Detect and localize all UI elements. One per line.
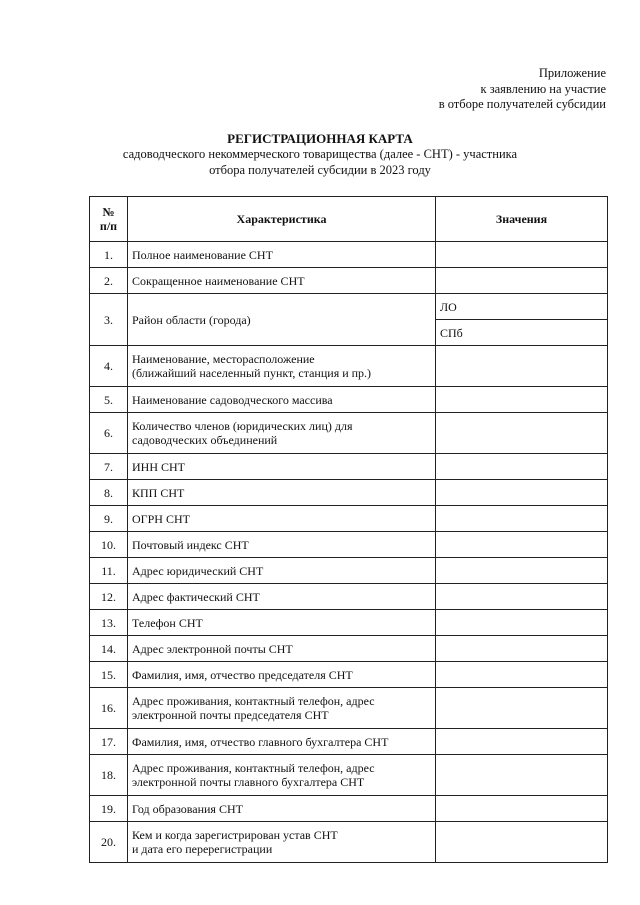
row-characteristic: Фамилия, имя, отчество главного бухгалтера СНТ	[128, 729, 436, 755]
table-row	[90, 755, 608, 796]
row-characteristic: Район области (города)	[128, 294, 436, 346]
row-characteristic: Адрес фактический СНТ	[128, 584, 436, 610]
table-row	[90, 729, 608, 755]
row-num: 15.	[90, 662, 128, 688]
row-value-cell[interactable]	[436, 729, 608, 755]
table-row	[90, 610, 608, 636]
row-text-line: (ближайший населенный пункт, станция и пр.)	[132, 366, 372, 380]
row-num: 17.	[90, 729, 128, 755]
row-num: 13.	[90, 610, 128, 636]
row-characteristic: ОГРН СНТ	[128, 506, 436, 532]
row-num: 6.	[90, 413, 128, 454]
row-characteristic: Полное наименование СНТ	[128, 242, 436, 268]
row-text-line: Наименование, месторасположение	[132, 352, 315, 366]
header-num	[90, 197, 128, 242]
row-text-line: Количество членов (юридических лиц) для	[132, 419, 353, 433]
table-row	[90, 584, 608, 610]
row-value-cell[interactable]	[436, 822, 608, 863]
row-characteristic: Телефон СНТ	[128, 610, 436, 636]
row-num: 11.	[90, 558, 128, 584]
document-title: РЕГИСТРАЦИОННАЯ КАРТА	[227, 131, 413, 146]
row-value-cell[interactable]	[436, 454, 608, 480]
row-text-line: Адрес проживания, контактный телефон, адрес	[132, 694, 375, 708]
row-characteristic	[128, 822, 436, 863]
row-characteristic: Фамилия, имя, отчество председателя СНТ	[128, 662, 436, 688]
table-row	[90, 294, 608, 320]
row-num: 3.	[90, 294, 128, 346]
row-num: 18.	[90, 755, 128, 796]
row-num: 1.	[90, 242, 128, 268]
header-num-line: п/п	[99, 219, 118, 233]
row-text-line: и дата его перерегистрации	[132, 842, 273, 856]
document-subtitle: садоводческого некоммерческого товарищества (далее - СНТ) - участника	[122, 147, 518, 161]
row-value-cell[interactable]	[436, 242, 608, 268]
row-value-cell[interactable]	[436, 268, 608, 294]
table-row	[90, 268, 608, 294]
row-characteristic: Год образования СНТ	[128, 796, 436, 822]
row-num: 12.	[90, 584, 128, 610]
row-characteristic: Наименование садоводческого массива	[128, 387, 436, 413]
row-num: 4.	[90, 346, 128, 387]
header-values: Значения	[436, 197, 608, 242]
header-characteristic: Характеристика	[128, 197, 436, 242]
row-num: 14.	[90, 636, 128, 662]
row-characteristic: Адрес юридический СНТ	[128, 558, 436, 584]
row-value-cell[interactable]	[436, 796, 608, 822]
row-num: 9.	[90, 506, 128, 532]
row-value-cell[interactable]	[436, 532, 608, 558]
table-row	[90, 822, 608, 863]
row-num: 16.	[90, 688, 128, 729]
appendix-line: к заявлению на участие	[480, 81, 606, 96]
registration-table	[89, 196, 608, 863]
table-row	[90, 662, 608, 688]
row-characteristic	[128, 755, 436, 796]
row-value-cell[interactable]	[436, 610, 608, 636]
row-text-line: Адрес проживания, контактный телефон, адрес	[132, 761, 375, 775]
row-num: 5.	[90, 387, 128, 413]
appendix-line: Приложение	[538, 66, 606, 80]
table-header-row	[90, 197, 608, 242]
row-value-cell[interactable]	[436, 636, 608, 662]
table-row	[90, 413, 608, 454]
row-value-cell[interactable]	[436, 346, 608, 387]
table-row	[90, 387, 608, 413]
table-row	[90, 558, 608, 584]
row-value-cell[interactable]	[436, 584, 608, 610]
row-value-cell[interactable]	[436, 413, 608, 454]
appendix-line: в отборе получателей субсидии	[438, 97, 606, 111]
table-row	[90, 346, 608, 387]
row-characteristic	[128, 346, 436, 387]
table-row	[90, 480, 608, 506]
row-value-cell[interactable]	[436, 558, 608, 584]
table-row	[90, 242, 608, 268]
row-num: 19.	[90, 796, 128, 822]
row-value-cell[interactable]: СПб	[436, 320, 608, 346]
row-text-line: электронной почты главного бухгалтера СНТ	[132, 775, 365, 789]
document-subtitle: отбора получателей субсидии в 2023 году	[209, 162, 431, 177]
row-text-line: электронной почты председателя СНТ	[132, 708, 329, 722]
table-row	[90, 636, 608, 662]
row-characteristic: КПП СНТ	[128, 480, 436, 506]
table-row	[90, 532, 608, 558]
row-text-line: Кем и когда зарегистрирован устав СНТ	[132, 828, 338, 842]
table-row	[90, 688, 608, 729]
row-value-cell[interactable]	[436, 688, 608, 729]
table-row	[90, 454, 608, 480]
appendix-note	[439, 66, 606, 113]
row-value-cell[interactable]	[436, 387, 608, 413]
title-block	[0, 131, 640, 178]
row-characteristic: Сокращенное наименование СНТ	[128, 268, 436, 294]
row-num: 10.	[90, 532, 128, 558]
row-characteristic	[128, 688, 436, 729]
row-num: 8.	[90, 480, 128, 506]
row-characteristic: Почтовый индекс СНТ	[128, 532, 436, 558]
row-num: 20.	[90, 822, 128, 863]
row-characteristic	[128, 413, 436, 454]
table-row	[90, 796, 608, 822]
row-value-cell[interactable]	[436, 662, 608, 688]
row-text-line: садоводческих объединений	[132, 433, 278, 447]
row-num: 7.	[90, 454, 128, 480]
row-value-cell[interactable]: ЛО	[436, 294, 608, 320]
header-num-line: №	[102, 205, 115, 219]
row-num: 2.	[90, 268, 128, 294]
row-characteristic: Адрес электронной почты СНТ	[128, 636, 436, 662]
row-value-cell[interactable]	[436, 480, 608, 506]
row-value-cell[interactable]	[436, 755, 608, 796]
row-value-cell[interactable]	[436, 506, 608, 532]
row-characteristic: ИНН СНТ	[128, 454, 436, 480]
table-row	[90, 506, 608, 532]
